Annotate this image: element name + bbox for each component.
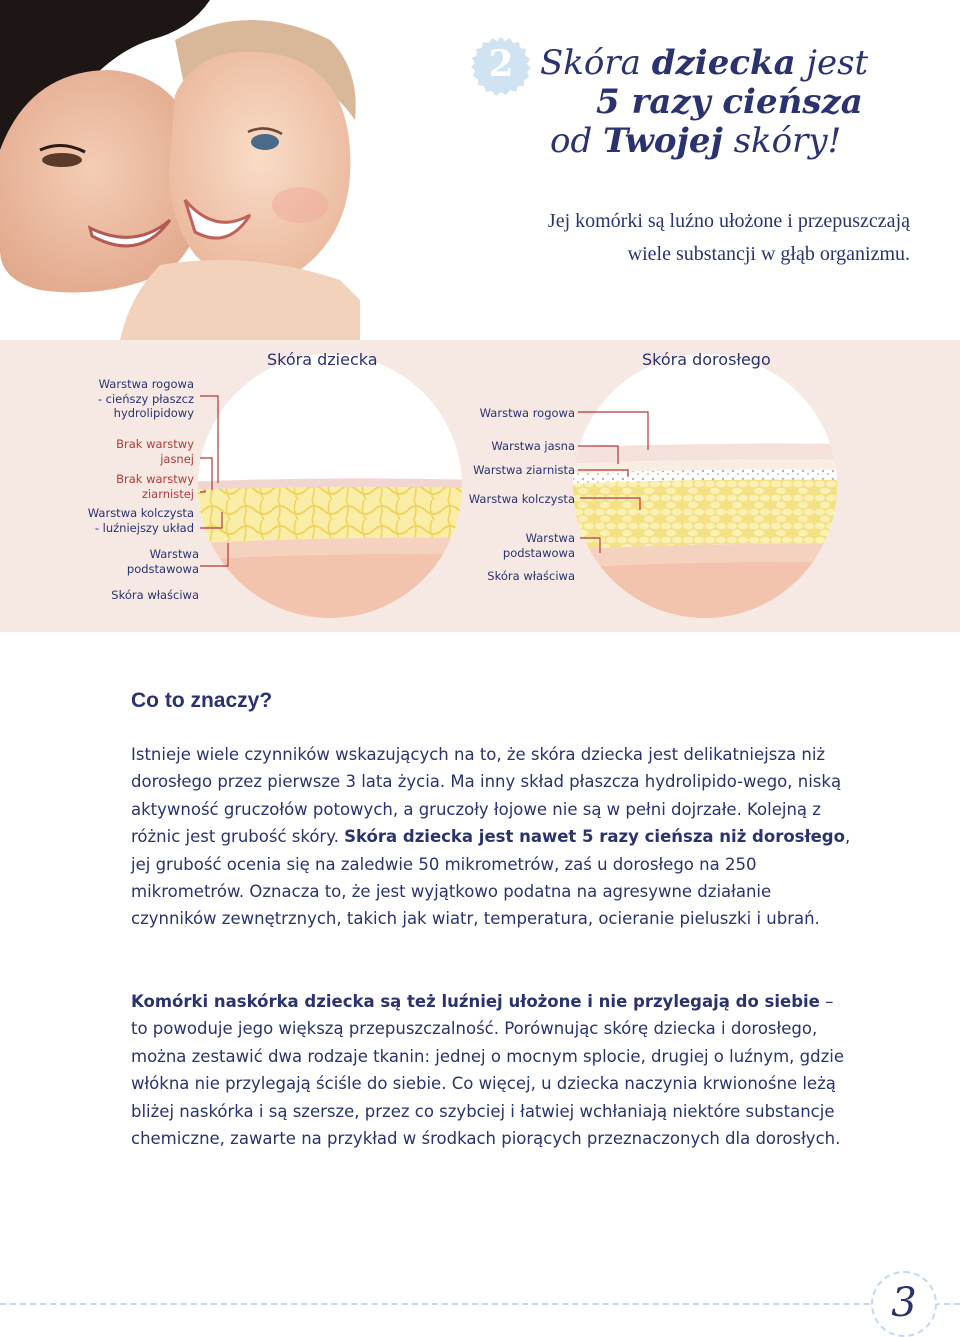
footer-dashed-line — [0, 1303, 960, 1305]
adult-label-lucidum: Warstwa jasna — [491, 439, 575, 453]
section-title: Co to znaczy? — [131, 689, 273, 712]
paragraph-1: Istnieje wiele czynników wskazujących na to, że skóra dziecka jest delikatniejsza niż dorosłego przez pierwsze 3 lata życia. Ma inny skład płaszcza hydrolipido-wego, niską aktywność gruczołów potowych, a gruczoły łojowe nie są w pełni dojrzałe. Kolejną z różnic jest grubość skóry. Skóra dziecka jest nawet 5 razy cieńsza niż dorosłego, jej grubość ocenia się na zaledwie 50 mikrometrów, zaś u dorosłego na 250 mikrometrów. Oznacza to, że jest wyjątkowo podatna na agresywne działanie czynników zewnętrznych, takich jak wiatr, temperatura, ocieranie pieluszki i ubrań. — [131, 745, 851, 929]
adult-label-spinosum: Warstwa kolczysta — [468, 492, 575, 506]
paragraph-2: Komórki naskórka dziecka są też luźniej ułożone i nie przylegają do siebie – to powoduje jego większą przepuszczalność. Porównując skórę dziecka i dorosłego, można zestawić dwa rodzaje tkanin: jednej o mocnym splocie, drugiej o luźnym, gdzie włókna nie przylegają ściśle do siebie. Co więcej, u dziecka naczynia krwionośne leżą bliżej naskórka i są szersze, przez co szybciej i łatwiej wchłaniają niektóre substancje chemiczne, zawarte na przykład w środkach piorących przeznaczonych dla dorosłych. — [131, 992, 844, 1149]
child-label-dermis: Skóra właściwa — [111, 588, 199, 602]
step-number: 2 — [488, 43, 514, 85]
child-label-no-lucidum: Brak warstwy jasnej — [116, 437, 194, 466]
adult-label-basale: Warstwa podstawowa — [502, 531, 575, 560]
adult-skin-title: Skóra dorosłego — [642, 350, 771, 369]
child-label-spinosum: Warstwa kolczysta - luźniejszy układ — [87, 506, 194, 535]
child-label-no-granulosum: Brak warstwy ziarnistej — [116, 472, 194, 501]
adult-label-granulosum: Warstwa ziarnista — [473, 463, 575, 477]
child-skin-title: Skóra dziecka — [267, 350, 378, 369]
mother-child-photo — [0, 0, 360, 340]
child-label-stratum-corneum: Warstwa rogowa - cieńszy płaszcz hydrolipidowy — [97, 377, 194, 420]
child-label-basale: Warstwa podstawowa — [126, 547, 199, 576]
headline: Skóra dziecka jest 5 razy cieńsza od Twojej skóry! — [540, 43, 869, 161]
skin-comparison-diagram — [0, 340, 960, 632]
adult-label-dermis: Skóra właściwa — [487, 569, 575, 583]
subtitle: Jej komórki są luźno ułożone i przepuszczają wiele substancji w głąb organizmu. — [547, 210, 910, 265]
adult-label-stratum-corneum: Warstwa rogowa — [479, 406, 575, 420]
page-number: 3 — [891, 1280, 917, 1326]
